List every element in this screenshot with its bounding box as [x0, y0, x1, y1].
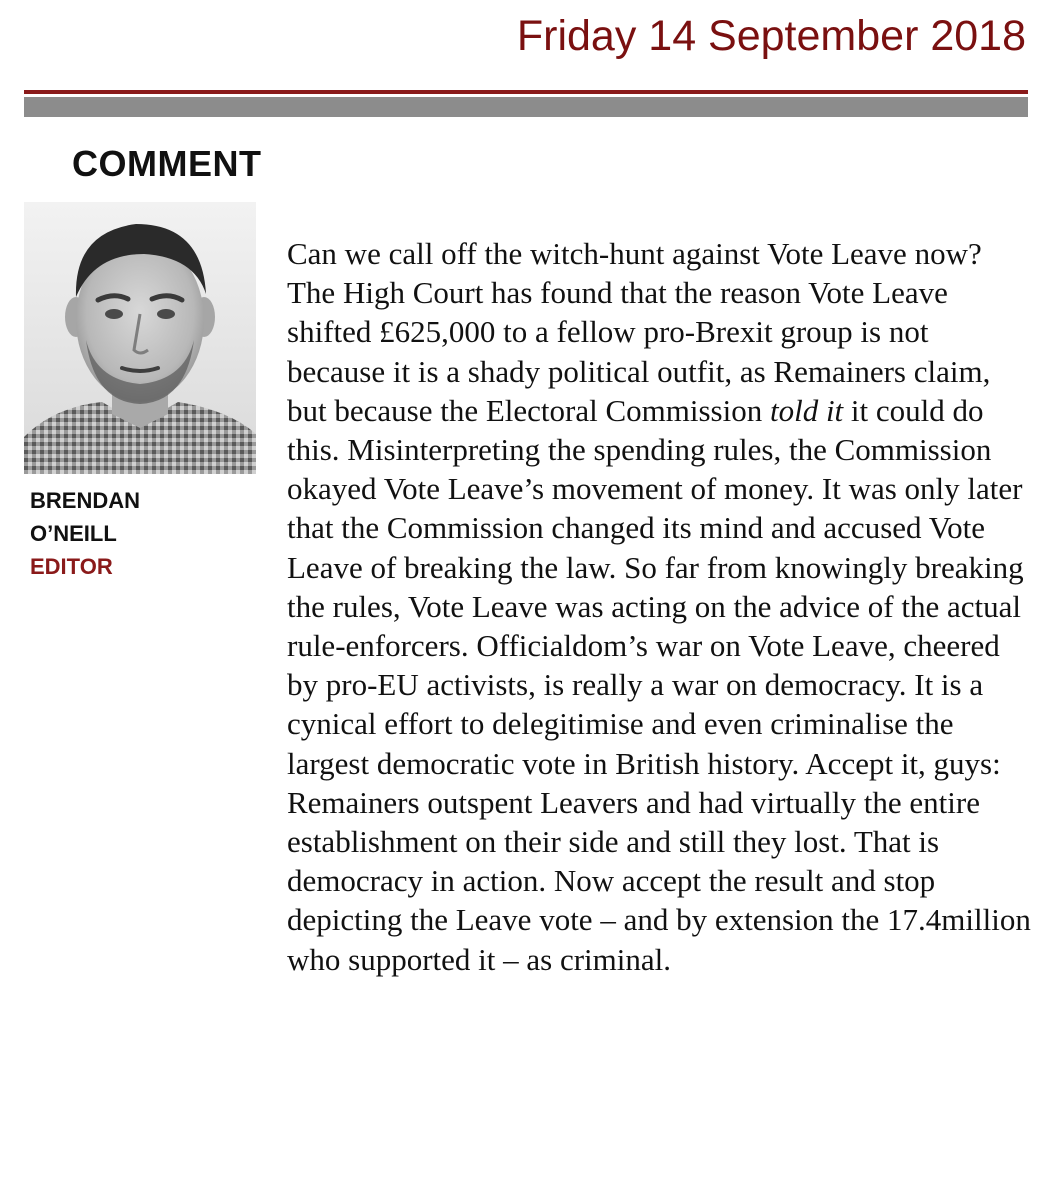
article-body: [287, 234, 1032, 979]
author-last-name: O’NEILL: [30, 521, 117, 546]
article-text-italic: told it: [769, 392, 844, 428]
header-rule-grey: [24, 97, 1028, 117]
article-text-part1: Can we call off the witch-hunt against Vote Leave now? The High Court has found that the reason Vote Leave shifted £625,000 to a fellow pro-Brexit group is not because it is a shady political outfit, as Remainers claim, but because the Electoral Commission: [287, 236, 991, 428]
author-byline: [30, 484, 140, 583]
author-photo: [24, 202, 256, 474]
section-title: COMMENT: [72, 143, 262, 184]
author-role: EDITOR: [30, 554, 113, 579]
issue-date: Friday 14 September 2018: [516, 12, 1026, 60]
author-first-name: BRENDAN: [30, 488, 140, 513]
author-portrait-image: [24, 202, 256, 474]
header-rule-red: [24, 90, 1028, 94]
article-text-part2: it could do this. Misinterpreting the spending rules, the Commission okayed Vote Leave’s movement of money. It was only later that the Commission changed its mind and accused Vote Leave of breaking the law. So far from knowingly breaking the rules, Vote Leave was acting on the advice of the actual rule-enforcers. Officialdom’s war on Vote Leave, cheered by pro-EU activists, is really a war on democracy. It is a cynical effort to delegitimise and even criminalise the largest democratic vote in British history. Accept it, guys: Remainers outspent Leavers and had virtually the entire establishment on their side and still they lost. That is democracy in action. Now accept the result and stop depicting the Leave vote – and by extension the 17.4million who supported it – as criminal.: [287, 392, 1031, 977]
